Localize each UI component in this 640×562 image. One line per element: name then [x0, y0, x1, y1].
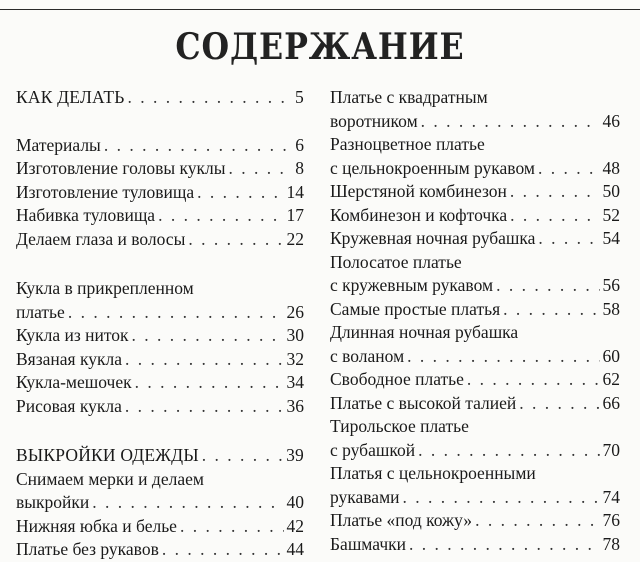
- page-number: 78: [602, 533, 620, 554]
- toc-entry[interactable]: Самые простые платья . . . 58: [330, 298, 620, 322]
- page-number: 58: [602, 298, 620, 319]
- page-number: 74: [602, 486, 620, 507]
- toc-entry[interactable]: Разноцветное платье с цельнокроенным рукавом . . . 48: [330, 133, 620, 180]
- toc-entry[interactable]: Свободное платье . . . 62: [330, 368, 620, 392]
- page-number: 76: [602, 510, 620, 530]
- toc-entry[interactable]: Кукла из ниток . . . 30: [16, 324, 304, 348]
- toc-entry[interactable]: Платье без рукавов . . . 44: [16, 538, 304, 562]
- page-number: 5: [295, 87, 304, 107]
- toc-section-how-to[interactable]: КАК ДЕЛАТЬ . . . 5: [16, 86, 304, 110]
- toc-entry[interactable]: Кукла-мешочек . . . 34: [16, 371, 304, 395]
- toc-entry[interactable]: Кружевная ночная рубашка . . . 54: [330, 227, 620, 251]
- toc-entry[interactable]: Шерстяной комбинезон . . . 50: [330, 180, 620, 204]
- toc-entry[interactable]: Изготовление туловища . . . 14: [16, 181, 304, 205]
- page-number: 60: [602, 345, 620, 366]
- toc-entry[interactable]: Рисовая кукла . . . 36: [16, 395, 304, 419]
- toc-entry[interactable]: Длинная ночная рубашка с воланом . . . 60: [330, 321, 620, 368]
- toc-entry[interactable]: Изготовление головы куклы . . . 8: [16, 157, 304, 181]
- toc-entry[interactable]: Полосатое платье с кружевным рукавом . . . 56: [330, 251, 620, 298]
- page-number: 32: [286, 348, 304, 369]
- page-number: 26: [286, 301, 304, 322]
- toc-entry[interactable]: Снимаем мерки и делаем выкройки . . . 40: [16, 468, 304, 515]
- toc-section-patterns[interactable]: ВЫКРОЙКИ ОДЕЖДЫ . . . 39: [16, 444, 304, 468]
- toc-entry[interactable]: Набивка туловища . . . 17: [16, 204, 304, 228]
- toc-entry[interactable]: Комбинезон и кофточка . . . 52: [330, 204, 620, 228]
- toc-entry[interactable]: Платья с цельнокроенными рукавами . . . 74: [330, 462, 620, 509]
- toc-entry[interactable]: Платье с высокой талией . . . 66: [330, 392, 620, 416]
- page-number: 56: [602, 275, 620, 295]
- page-number: 48: [602, 157, 620, 178]
- toc-right-column: [330, 86, 620, 556]
- toc-entry[interactable]: Нижняя юбка и белье . . . 42: [16, 515, 304, 539]
- page-number: 42: [286, 515, 304, 536]
- toc-entry[interactable]: Платье «под кожу» . . . 76: [330, 509, 620, 533]
- page-number: 39: [286, 445, 304, 465]
- toc-entry[interactable]: Платье с квадратным воротником . . . 46: [330, 86, 620, 133]
- page-number: 66: [602, 392, 620, 413]
- page-number: 52: [602, 204, 620, 225]
- top-rule: [0, 9, 640, 10]
- page-number: 44: [286, 539, 304, 559]
- toc-entry[interactable]: Башмачки . . . 78: [330, 533, 620, 557]
- toc-entry[interactable]: Кукла в прикрепленном платье . . . 26: [16, 277, 304, 324]
- page-number: 30: [286, 325, 304, 345]
- page-number: 8: [295, 158, 304, 178]
- toc-entry[interactable]: Делаем глаза и волосы . . . 22: [16, 228, 304, 252]
- page-number: 46: [602, 110, 620, 131]
- page-number: 70: [602, 439, 620, 460]
- page-number: 36: [286, 395, 304, 416]
- page-number: 34: [286, 372, 304, 392]
- toc-entry[interactable]: Вязаная кукла . . . 32: [16, 348, 304, 372]
- toc-entry[interactable]: Материалы . . . 6: [16, 134, 304, 158]
- page-title: СОДЕРЖАНИЕ: [175, 26, 465, 68]
- page-number: 14: [286, 181, 304, 202]
- page-number: 17: [286, 205, 304, 225]
- page-number: 40: [286, 492, 304, 512]
- page-number: 22: [286, 228, 304, 249]
- toc-left-column: [16, 86, 304, 562]
- page-number: 50: [602, 181, 620, 201]
- page-number: 62: [602, 369, 620, 389]
- toc-entry[interactable]: Тирольское платье с рубашкой . . . 70: [330, 415, 620, 462]
- page-number: 54: [602, 228, 620, 248]
- page-number: 6: [295, 134, 304, 155]
